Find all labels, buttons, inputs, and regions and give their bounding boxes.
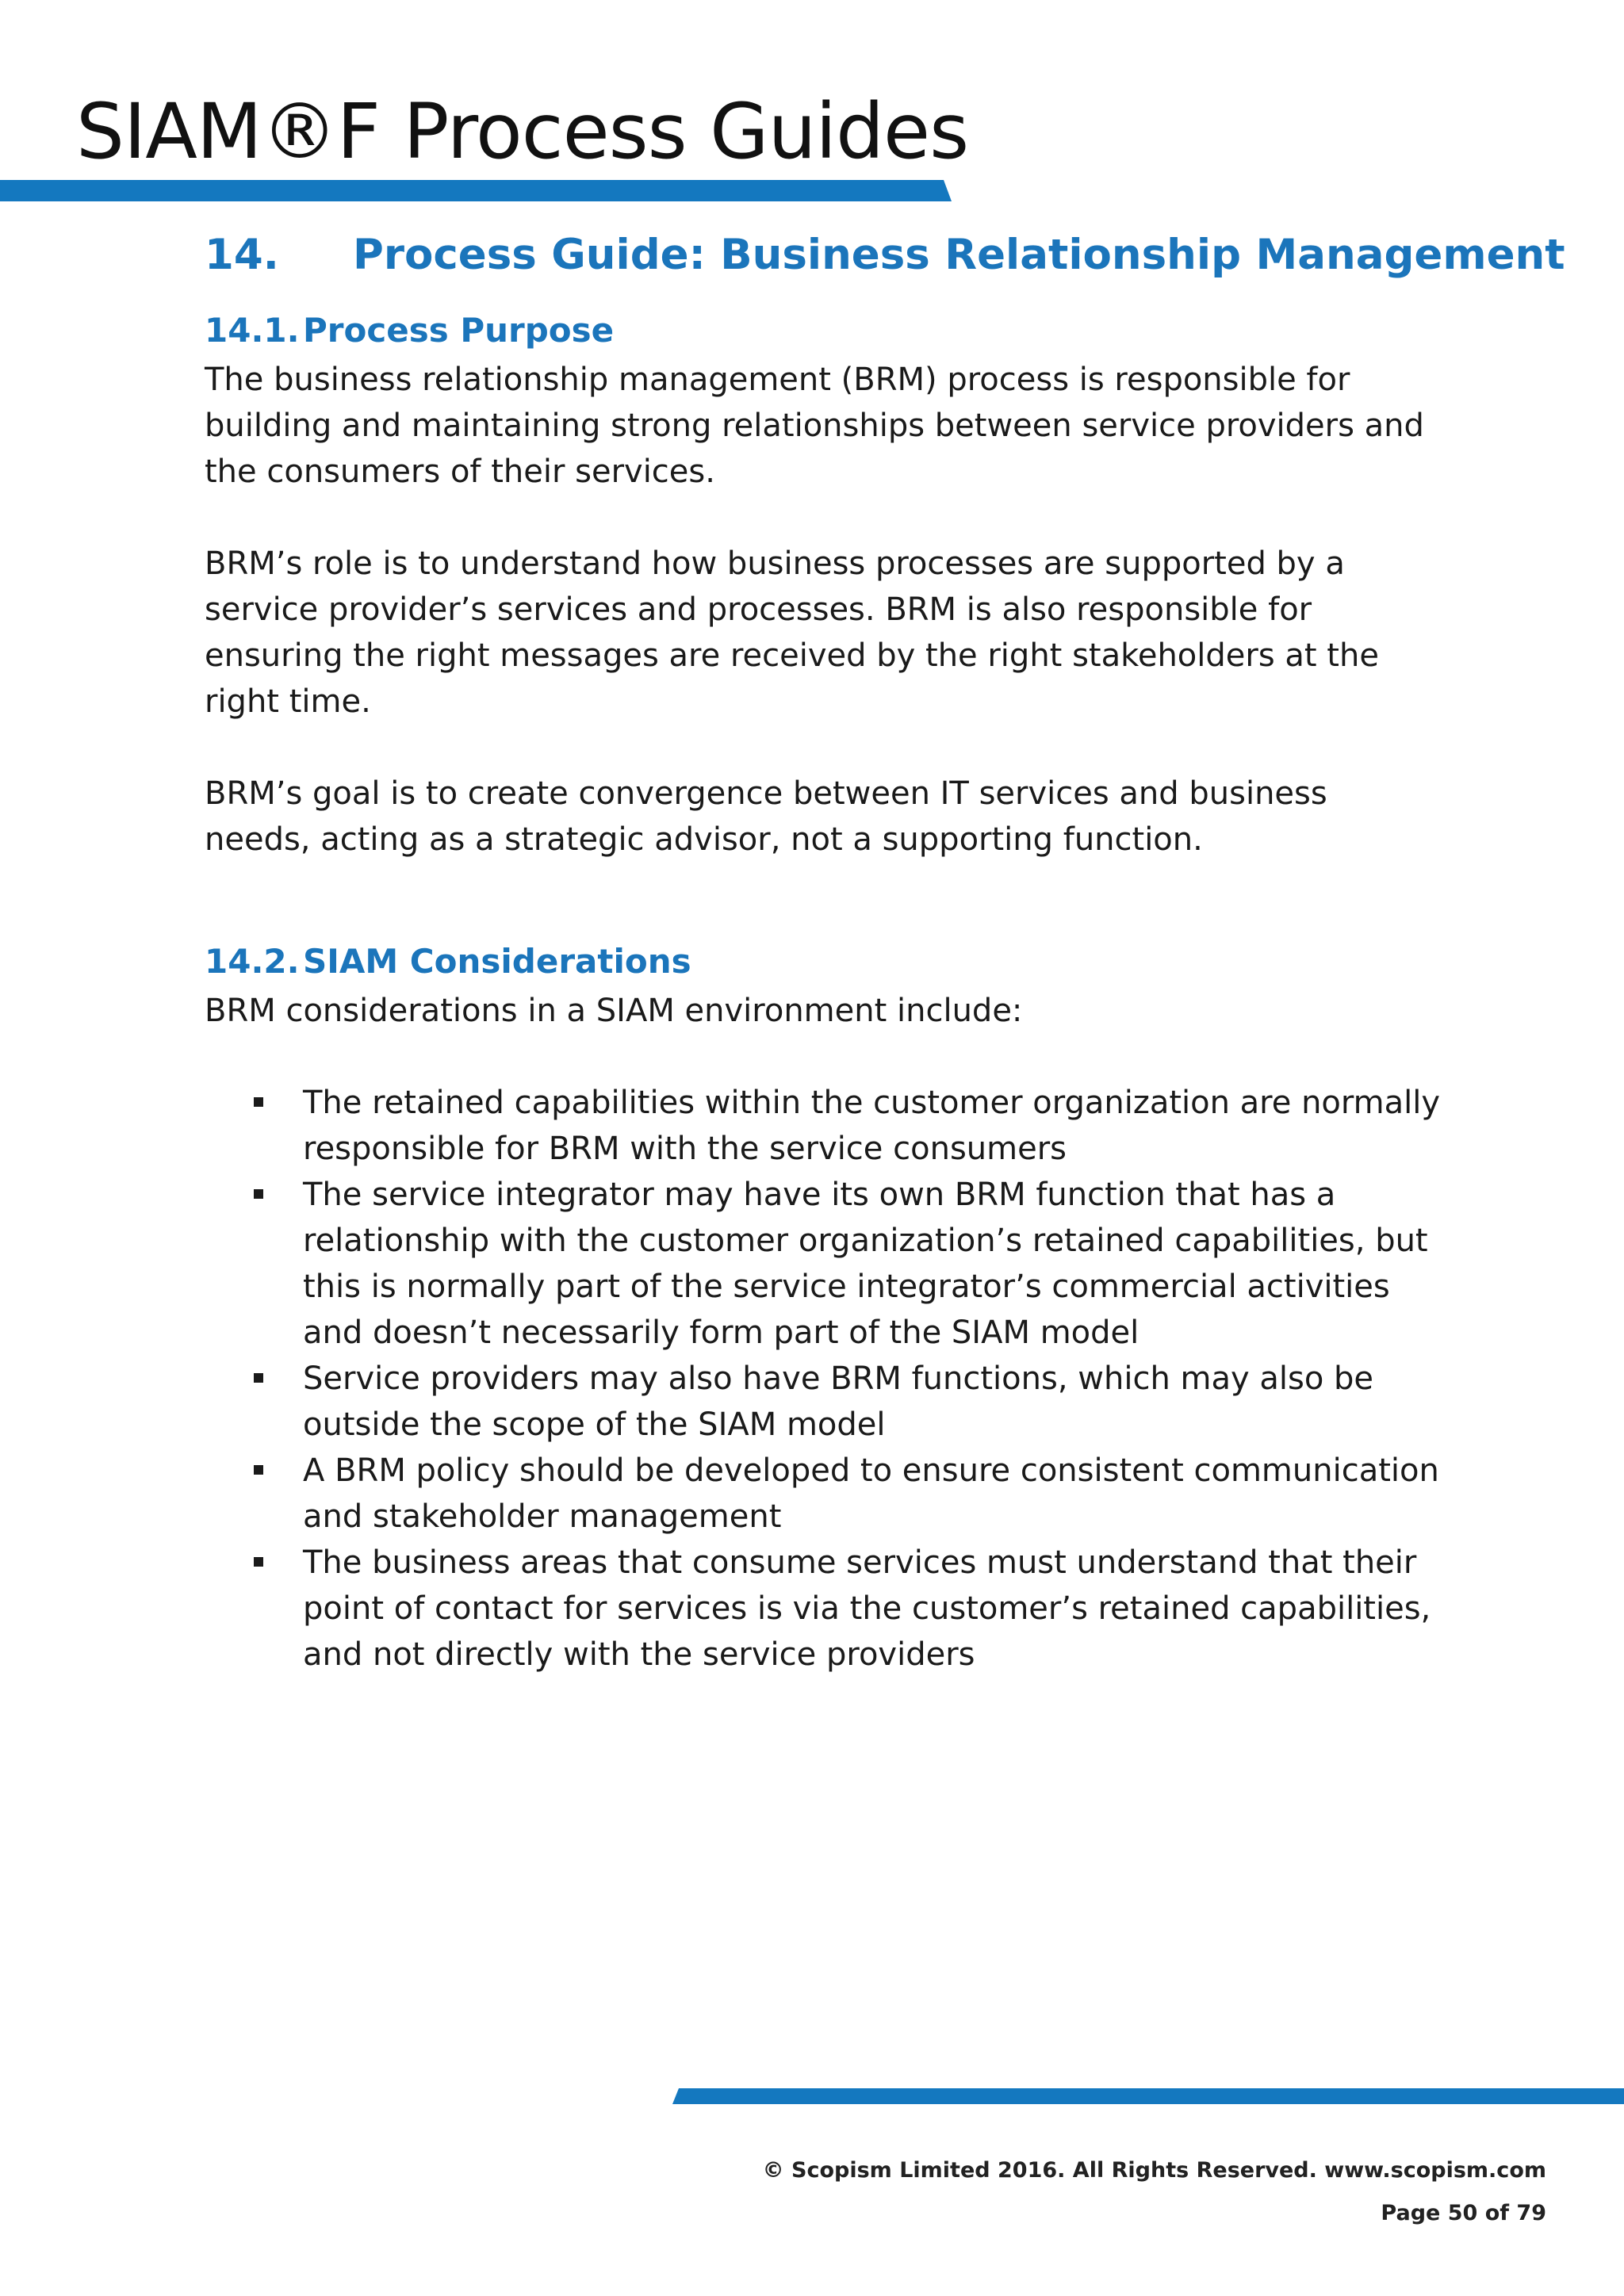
square-bullet-icon xyxy=(254,1097,263,1107)
document-title: SIAM®F Process Guides xyxy=(76,87,969,176)
square-bullet-icon xyxy=(254,1465,263,1475)
page-number: Page 50 of 79 xyxy=(1381,2201,1546,2225)
subsection-title: SIAM Considerations xyxy=(303,942,691,981)
considerations-list xyxy=(205,1080,1442,1678)
footer-copyright: © Scopism Limited 2016. All Rights Reserved. www.scopism.com xyxy=(762,2158,1546,2183)
subsection-number: 14.2. xyxy=(205,942,300,981)
list-item xyxy=(205,1080,1442,1172)
list-item-text: Service providers may also have BRM functions, which may also be outside the scope of the SIAM model xyxy=(303,1360,1374,1443)
list-item-text: The service integrator may have its own BRM function that has a relationship with the customer organization’s retained capabilities, but this is normally part of the service integrator’s commercial activities and doesn’t necessarily form part of the SIAM model xyxy=(303,1177,1428,1351)
section-heading xyxy=(205,230,1565,281)
square-bullet-icon xyxy=(254,1557,263,1567)
paragraph-purpose-2: BRM’s role is to understand how business processes are supported by a service provider’s services and processes. BRM is also responsible for ensuring the right messages are received by the right stakeholders at the right time. xyxy=(205,545,1379,720)
subsection-heading-process-purpose xyxy=(205,311,614,350)
list-item xyxy=(205,1448,1442,1540)
subsection-heading-siam-considerations xyxy=(205,942,691,982)
section-number: 14. xyxy=(205,231,279,279)
list-item-text: A BRM policy should be developed to ensure consistent communication and stakeholder management xyxy=(303,1452,1439,1535)
footer-accent-bar xyxy=(672,2088,1624,2104)
list-item-text: The retained capabilities within the customer organization are normally responsible for BRM with the service consumers xyxy=(303,1085,1441,1167)
list-item xyxy=(205,1356,1442,1448)
list-item xyxy=(205,1540,1442,1678)
paragraph-considerations-intro: BRM considerations in a SIAM environment include: xyxy=(205,993,1023,1029)
subsection-title: Process Purpose xyxy=(303,311,615,350)
square-bullet-icon xyxy=(254,1373,263,1383)
paragraph-purpose-3: BRM’s goal is to create convergence between IT services and business needs, acting as a strategic advisor, not a supporting function. xyxy=(205,775,1327,858)
section-title: Process Guide: Business Relationship Management xyxy=(353,231,1565,279)
square-bullet-icon xyxy=(254,1189,263,1199)
header-accent-bar xyxy=(0,180,952,201)
paragraph-purpose-1: The business relationship management (BRM) process is responsible for building and maintaining strong relationships between service providers and the consumers of their services. xyxy=(205,362,1424,490)
list-item-text: The business areas that consume services must understand that their point of contact for services is via the customer’s retained capabilities, and not directly with the service providers xyxy=(303,1544,1431,1673)
list-item xyxy=(205,1172,1442,1356)
subsection-number: 14.1. xyxy=(205,311,300,350)
